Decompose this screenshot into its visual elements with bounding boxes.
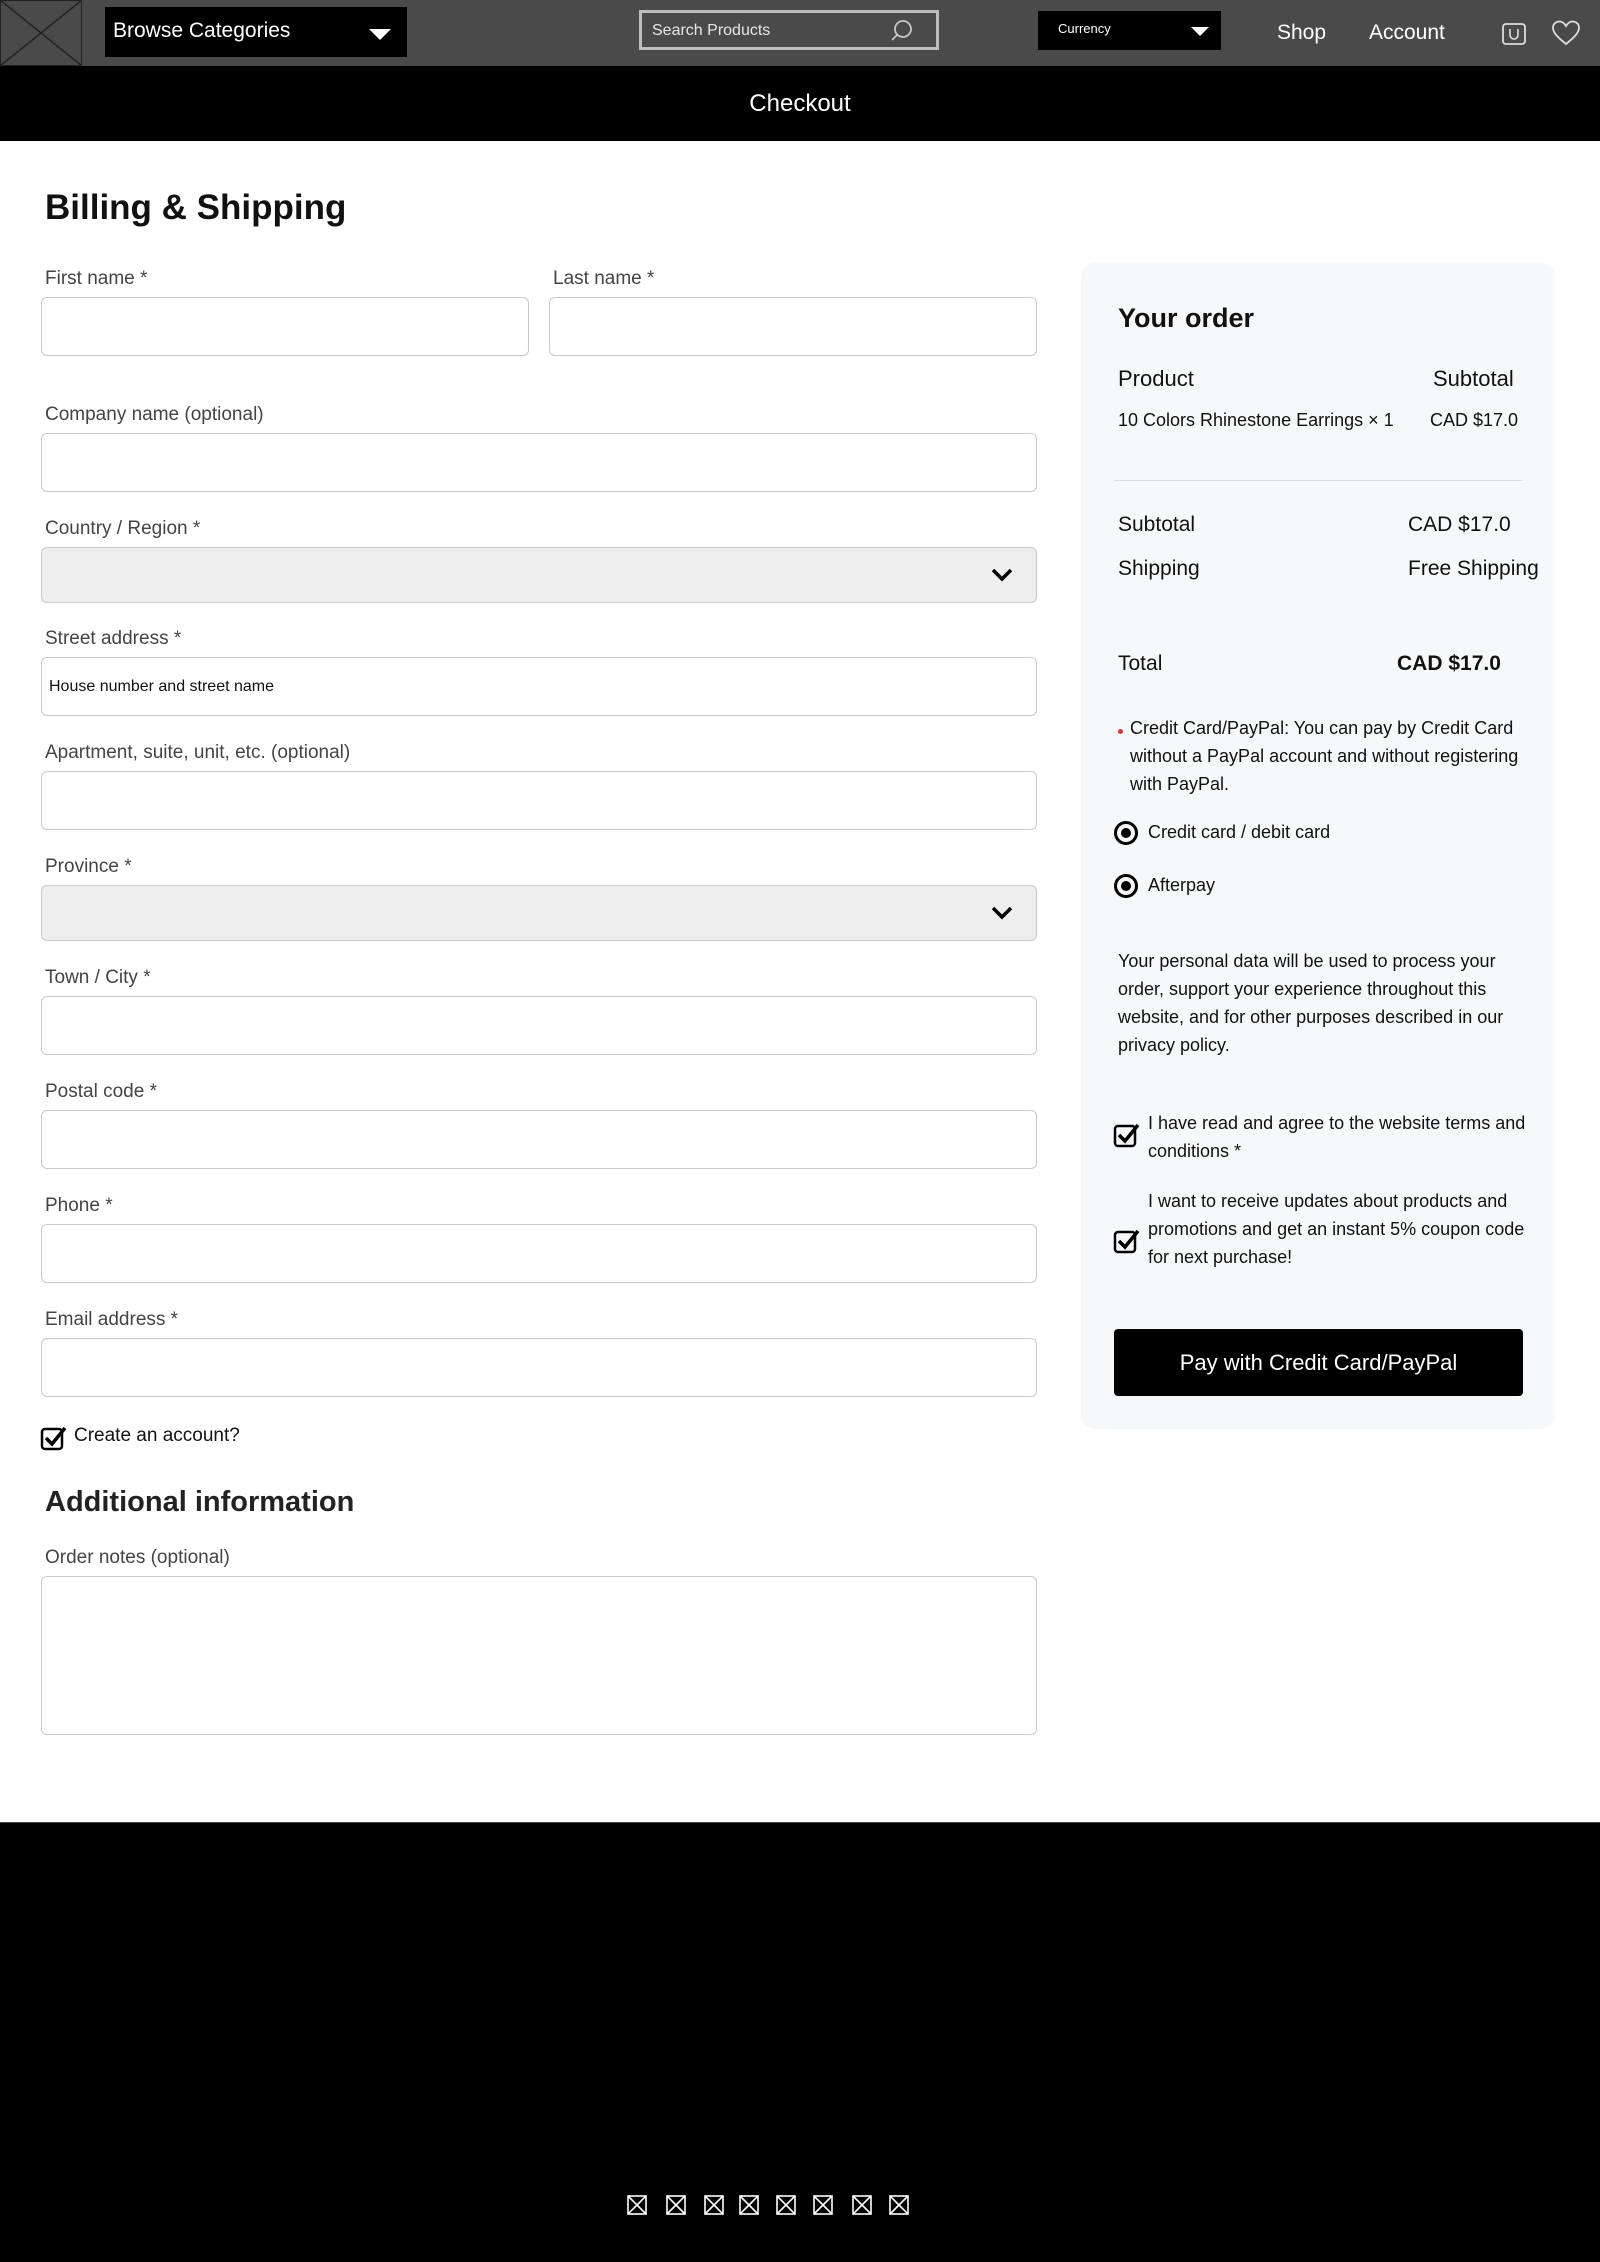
search-placeholder: Search Products [652, 22, 771, 39]
billing-heading: Billing & Shipping [45, 188, 347, 227]
street-label: Street address * [45, 628, 182, 649]
street-placeholder: House number and street name [49, 678, 275, 695]
province-label: Province * [45, 856, 132, 877]
social-icon-8[interactable] [889, 2195, 909, 2215]
browse-categories-label: Browse Categories [113, 19, 291, 42]
last-name-input[interactable] [549, 297, 1037, 356]
heart-icon[interactable] [1551, 19, 1581, 47]
first-name-input[interactable] [41, 297, 529, 356]
total-label: Total [1118, 652, 1163, 675]
street-input[interactable] [41, 657, 1037, 716]
additional-info-heading: Additional information [45, 1486, 355, 1518]
postal-label: Postal code * [45, 1081, 157, 1102]
terms-label: I have read and agree to the website terms and conditions * [1148, 1113, 1526, 1161]
browse-categories-dropdown[interactable] [105, 7, 407, 57]
currency-label: Currency [1058, 21, 1111, 36]
search-input[interactable] [639, 10, 939, 50]
footer [0, 1822, 1600, 2262]
email-label: Email address * [45, 1309, 179, 1330]
checkout-title-bar [0, 66, 1600, 141]
company-input[interactable] [41, 433, 1037, 492]
order-heading: Your order [1118, 303, 1255, 333]
shipping-label: Shipping [1118, 557, 1200, 580]
total-value: CAD $17.0 [1397, 652, 1501, 675]
bullet-icon [1118, 729, 1123, 734]
search-icon[interactable] [890, 19, 914, 43]
order-notes-textarea[interactable] [41, 1576, 1037, 1735]
social-icon-7[interactable] [852, 2195, 872, 2215]
subtotal-value: CAD $17.0 [1408, 513, 1511, 536]
privacy-text: Your personal data will be used to process your order, support your experience throughout this website, and for other purposes described in our privacy policy. [1118, 951, 1504, 1055]
logo-placeholder[interactable] [0, 0, 82, 66]
create-account-checkbox[interactable] [40, 1425, 68, 1451]
order-item-name: 10 Colors Rhinestone Earrings × 1 [1118, 410, 1394, 430]
pay-button[interactable]: Pay with Credit Card/PayPal [1114, 1329, 1523, 1396]
social-icon-5[interactable] [776, 2195, 796, 2215]
city-label: Town / City * [45, 967, 151, 988]
nav-account-link[interactable]: Account [1369, 21, 1445, 44]
apartment-label: Apartment, suite, unit, etc. (optional) [45, 742, 351, 763]
checkout-title: Checkout [749, 90, 851, 117]
email-input[interactable] [41, 1338, 1037, 1397]
radio-credit-card[interactable] [1114, 821, 1138, 845]
nav-shop-link[interactable]: Shop [1277, 21, 1327, 44]
chevron-down-icon [990, 904, 1014, 922]
first-name-label: First name * [45, 268, 148, 289]
phone-label: Phone * [45, 1195, 113, 1216]
order-divider [1114, 480, 1523, 481]
order-notes-label: Order notes (optional) [45, 1547, 230, 1568]
country-label: Country / Region * [45, 518, 201, 539]
social-icon-4[interactable] [739, 2195, 759, 2215]
city-input[interactable] [41, 996, 1037, 1055]
apartment-input[interactable] [41, 771, 1037, 830]
province-select[interactable] [41, 885, 1037, 941]
option-credit-card-label: Credit card / debit card [1148, 822, 1331, 842]
option-afterpay-label: Afterpay [1148, 875, 1216, 895]
top-nav [0, 0, 1600, 66]
create-account-label: Create an account? [74, 1425, 240, 1446]
subtotal-label: Subtotal [1118, 513, 1196, 536]
currency-dropdown[interactable] [1038, 11, 1221, 50]
social-icon-3[interactable] [704, 2195, 724, 2215]
caret-down-icon [369, 29, 391, 40]
social-icon-2[interactable] [666, 2195, 686, 2215]
caret-down-icon [1191, 27, 1209, 36]
social-icon-1[interactable] [627, 2195, 647, 2215]
order-item-price: CAD $17.0 [1430, 410, 1519, 430]
chevron-down-icon [990, 566, 1014, 584]
terms-checkbox[interactable] [1113, 1122, 1141, 1148]
cart-icon[interactable] [1500, 19, 1528, 47]
postal-input[interactable] [41, 1110, 1037, 1169]
last-name-label: Last name * [553, 268, 655, 289]
phone-input[interactable] [41, 1224, 1037, 1283]
updates-checkbox[interactable] [1113, 1228, 1141, 1254]
updates-label: I want to receive updates about products and promotions and get an instant 5% coupon code for next purchase! [1148, 1191, 1525, 1267]
company-label: Company name (optional) [45, 404, 264, 425]
radio-afterpay[interactable] [1114, 874, 1138, 898]
country-select[interactable] [41, 547, 1037, 603]
payment-note: Credit Card/PayPal: You can pay by Credit Card without a PayPal account and without registering with PayPal. [1130, 718, 1519, 794]
subtotal-header: Subtotal [1433, 366, 1514, 391]
product-header: Product [1118, 366, 1194, 391]
social-icon-6[interactable] [813, 2195, 833, 2215]
shipping-value: Free Shipping [1408, 557, 1539, 580]
